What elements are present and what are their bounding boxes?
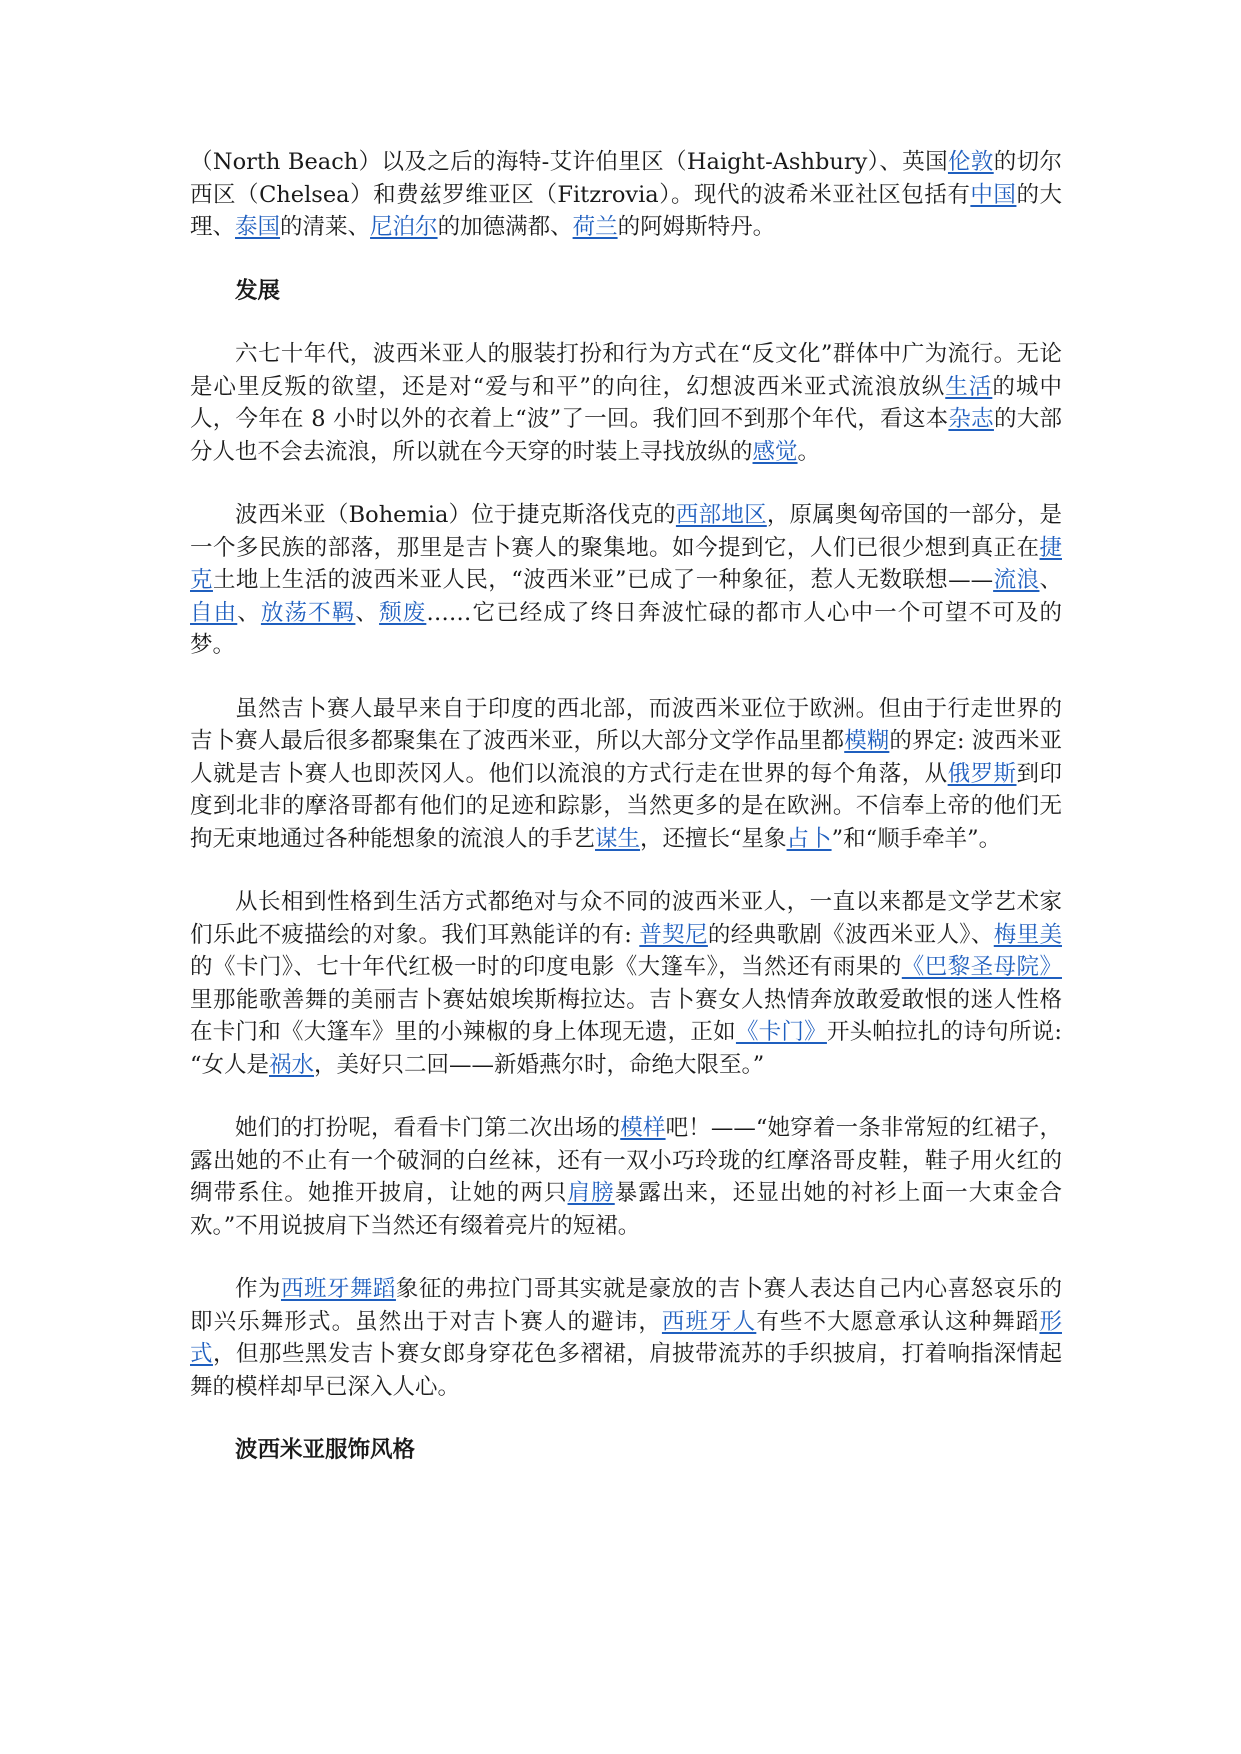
paragraph-gap [190, 307, 1062, 338]
hyperlink[interactable]: 颓废 [379, 599, 427, 626]
text-run: 的加德满都、 [437, 214, 573, 240]
text-run: 。 [797, 438, 821, 465]
hyperlink[interactable]: 《卡门》 [735, 1019, 827, 1045]
text-run: 有些不大愿意承认这种舞蹈 [756, 1308, 1040, 1335]
hyperlink[interactable]: 泰国 [235, 214, 281, 240]
text-run: 从长相到性格到生活方式都绝对与众不同的波西米亚人，一直以来都是文学艺术家们乐此不疲描绘的对象。我们耳熟能详的有: [190, 889, 1062, 948]
text-run: 、 [1039, 567, 1062, 593]
text-run: 土地上生活的波西米亚人民，“波西米亚”已成了一种象征，惹人无数联想—— [212, 567, 994, 593]
paragraph-gap [190, 244, 1062, 275]
text-run: 的《卡门》、七十年代红极一时的印度电影《大篷车》，当然还有雨果的 [190, 954, 902, 980]
paragraph [190, 338, 1062, 468]
text-run: 开头帕拉扎的诗句所说: “女人是 [190, 1019, 1062, 1078]
text-run: 的经典歌剧《波西米亚人》、 [707, 921, 994, 948]
text-run: 、 [355, 599, 380, 626]
text-run: 暴露出来，还显出她的衬衫上面一大束金合欢。”不用说披肩下当然还有缀着亮片的短裙。 [190, 1180, 1062, 1239]
paragraph [190, 886, 1062, 1081]
hyperlink[interactable]: 放荡不羁 [260, 599, 356, 626]
paragraph-gap [190, 662, 1062, 693]
section-heading: 发展 [235, 277, 281, 304]
text-run: 的大理、 [190, 181, 1062, 240]
paragraph [190, 693, 1062, 856]
text-run: ，还擅长“星象 [640, 825, 787, 852]
text-run: ，原属奥匈帝国的一部分，是一个多民族的部落，那里是吉卜赛人的聚集地。如今提到它，人们已很少想到真正在 [190, 502, 1062, 561]
text-run: ，但那些黑发吉卜赛女郎身穿花色多褶裙，肩披带流苏的手织披肩，打着响指深情起舞的模样却早已深入人心。 [190, 1341, 1062, 1400]
hyperlink[interactable]: 西班牙人 [661, 1308, 757, 1335]
hyperlink[interactable]: 占卜 [786, 825, 832, 852]
hyperlink[interactable]: 肩膀 [567, 1180, 615, 1206]
hyperlink[interactable]: 普契尼 [639, 921, 708, 948]
hyperlink[interactable]: 梅里美 [993, 921, 1062, 948]
text-run: 作为 [235, 1276, 281, 1302]
paragraph [190, 146, 1062, 244]
hyperlink[interactable]: 杂志 [948, 406, 994, 432]
text-run: 她们的打扮呢，看看卡门第二次出场的 [235, 1115, 621, 1141]
paragraph-gap [190, 468, 1062, 499]
text-run: 的界定: 波西米亚人就是吉卜赛人也即茨冈人。他们以流浪的方式行走在世界的每个角落，从 [190, 728, 1062, 787]
paragraph [190, 499, 1062, 662]
paragraph-gap [190, 1081, 1062, 1112]
paragraph [190, 1273, 1062, 1403]
paragraph [190, 1112, 1062, 1242]
hyperlink[interactable]: 西部地区 [675, 502, 767, 528]
text-run: 象征的弗拉门哥其实就是豪放的吉卜赛人表达自己内心喜怒哀乐的即兴乐舞形式。虽然出于对吉卜赛人的避讳， [190, 1276, 1062, 1335]
text-run: 里那能歌善舞的美丽吉卜赛姑娘埃斯梅拉达。吉卜赛女人热情奔放敢爱敢恨的迷人性格在卡门和《大篷车》里的小辣椒的身上体现无遗，正如 [190, 986, 1062, 1045]
hyperlink[interactable]: 尼泊尔 [370, 214, 438, 240]
hyperlink[interactable]: 生活 [945, 373, 993, 400]
hyperlink[interactable]: 模样 [620, 1115, 666, 1141]
text-run: 的清莱、 [280, 214, 371, 240]
text-run: 波西米亚（Bohemia）位于捷克斯洛伐克的 [235, 502, 676, 528]
hyperlink[interactable]: 伦敦 [947, 149, 994, 175]
hyperlink[interactable]: 形式 [190, 1308, 1062, 1367]
hyperlink[interactable]: 感觉 [752, 438, 798, 465]
hyperlink[interactable]: 祸水 [269, 1051, 315, 1078]
hyperlink[interactable]: 捷克 [190, 534, 1062, 593]
text-run: 的城中人，今年在 8 小时以外的衣着上“波”了一回。我们回不到那个年代，看这本 [190, 373, 1062, 432]
hyperlink[interactable]: 荷兰 [572, 214, 618, 240]
text-run: 、 [237, 599, 261, 626]
hyperlink[interactable]: 流浪 [993, 567, 1040, 593]
text-run: 虽然吉卜赛人最早来自于印度的西北部，而波西米亚位于欧洲。但由于行走世界的吉卜赛人最后很多都聚集在了波西米亚，所以大部分文学作品里都 [190, 695, 1062, 754]
paragraph-gap [190, 855, 1062, 886]
hyperlink[interactable]: 谋生 [595, 825, 641, 852]
text-run: （North Beach）以及之后的海特-艾许伯里区（Haight-Ashbury）、英国 [190, 149, 948, 175]
hyperlink[interactable]: 中国 [970, 181, 1017, 208]
hyperlink[interactable]: 西班牙舞蹈 [280, 1276, 396, 1302]
text-run: ……它已经成了终日奔波忙碌的都市人心中一个可望不可及的梦。 [190, 599, 1062, 658]
section-heading: 波西米亚服饰风格 [235, 1437, 416, 1463]
hyperlink[interactable]: 《巴黎圣母院》 [901, 954, 1062, 980]
document-body [190, 146, 1062, 1467]
text-run: 六七十年代，波西米亚人的服装打扮和行为方式在“反文化”群体中广为流行。无论是心里反叛的欲望，还是对“爱与和平”的向往，幻想波西米亚式流浪放纵 [190, 341, 1062, 400]
hyperlink[interactable]: 自由 [190, 599, 238, 626]
text-run: 的切尔西区（Chelsea）和费兹罗维亚区（Fitzrovia）。现代的波希米亚社区包括有 [190, 149, 1062, 208]
text-run: 的阿姆斯特丹。 [617, 214, 776, 240]
hyperlink[interactable]: 俄罗斯 [947, 760, 1017, 787]
text-run: 到印度到北非的摩洛哥都有他们的足迹和踪影，当然更多的是在欧洲。不信奉上帝的他们无拘无束地通过各种能想象的流浪人的手艺 [190, 760, 1062, 852]
text-run: 的大部分人也不会去流浪，所以就在今天穿的时装上寻找放纵的 [190, 406, 1062, 465]
paragraph-gap [190, 1242, 1062, 1273]
text-run: 吧！——“她穿着一条非常短的红裙子，露出她的不止有一个破洞的白丝袜，还有一双小巧玲珑的红摩洛哥皮鞋，鞋子用火红的绸带系住。她推开披肩，让她的两只 [190, 1115, 1062, 1206]
text-run: ”和“顺手牵羊”。 [831, 825, 1002, 852]
paragraph-gap [190, 1403, 1062, 1434]
text-run: ，美好只二回——新婚燕尔时，命绝大限至。” [314, 1051, 765, 1078]
hyperlink[interactable]: 模糊 [844, 728, 890, 754]
